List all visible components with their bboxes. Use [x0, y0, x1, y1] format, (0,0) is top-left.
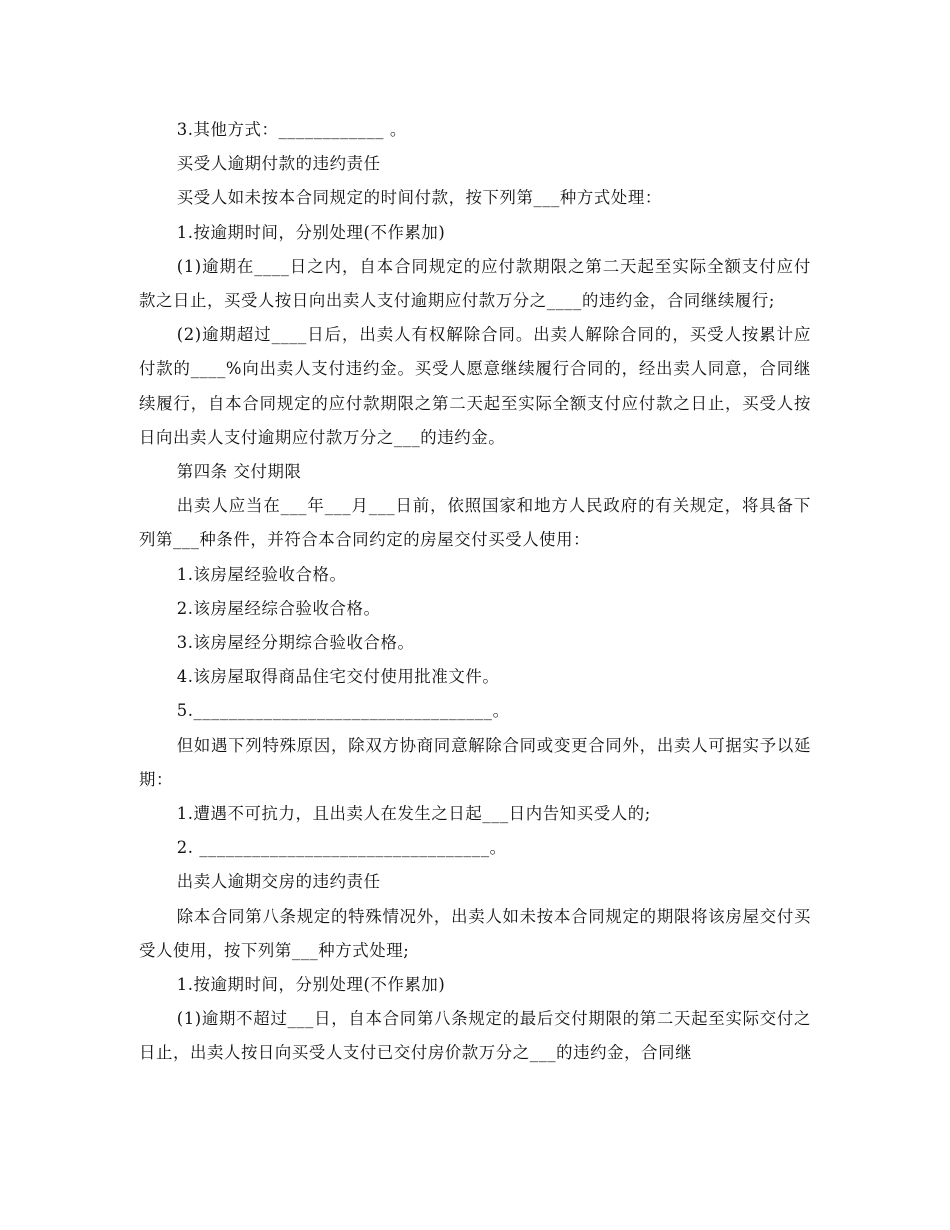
list-item-condition-2: 2.该房屋经综合验收合格。: [176, 598, 381, 618]
list-item-condition-5: 5.__________________________________。: [176, 701, 510, 721]
paragraph-buyer-late-payment: 买受人如未按本合同规定的时间付款，按下列第___种方式处理：: [176, 188, 662, 208]
heading-seller-late-delivery-liability: 出卖人逾期交房的违约责任: [176, 872, 381, 892]
list-item-condition-4: 4.该房屋取得商品住宅交付使用批准文件。: [176, 667, 500, 687]
list-item-force-majeure: 1.遭遇不可抗力，且出卖人在发生之日起___日内告知买受人的;: [176, 804, 651, 824]
paragraph-overdue-within-days: (1)逾期在____日之内，自本合同规定的应付款期限之第二天起至实际全额支付应付款之日止，买受人按日向出卖人支付逾期应付款万分之____的违约金，合同继续履行;: [139, 256, 811, 311]
list-item-other-reason: 2. _________________________________。: [176, 838, 507, 858]
list-item-condition-3: 3.该房屋经分期综合验收合格。: [176, 633, 415, 653]
paragraph-other-method: 3.其他方式：____________ 。: [176, 120, 407, 139]
paragraph-seller-late-delivery: 除本合同第八条规定的特殊情况外，出卖人如未按本合同规定的期限将该房屋交付买受人使用，按下列第___种方式处理;: [139, 906, 811, 960]
paragraph-by-overdue-time-2: 1.按逾期时间，分别处理(不作累加): [176, 975, 446, 995]
paragraph-overdue-exceeding-days: (2)逾期超过____日后，出卖人有权解除合同。出卖人解除合同的，买受人按累计应付款的____%向出卖人支付违约金。买受人愿意继续履行合同的，经出卖人同意，合同继续履行，自本合同规定的应付款期限之第二天起至实际全额支付应付款之日止，买受人按日向出卖人支付逾期应付款万分之___的违约金。: [139, 325, 811, 447]
heading-article-four-delivery-period: 第四条 交付期限: [176, 462, 302, 482]
heading-buyer-late-payment-liability: 买受人逾期付款的违约责任: [176, 154, 381, 174]
document-body: [139, 113, 811, 1071]
paragraph-special-reasons: 但如遇下列特殊原因，除双方协商同意解除合同或变更合同外，出卖人可据实予以延期：: [139, 735, 811, 789]
list-item-condition-1: 1.该房屋经验收合格。: [176, 564, 347, 584]
paragraph-by-overdue-time: 1.按逾期时间，分别处理(不作累加): [176, 222, 446, 242]
paragraph-seller-delivery-date: 出卖人应当在___年___月___日前，依照国家和地方人民政府的有关规定，将具备下列第___种条件，并符合本合同约定的房屋交付买受人使用：: [139, 496, 811, 550]
paragraph-overdue-not-exceeding-days: (1)逾期不超过___日，自本合同第八条规定的最后交付期限的第二天起至实际交付之日止，出卖人按日向买受人支付已交付房价款万分之___的违约金，合同继: [139, 1009, 811, 1063]
